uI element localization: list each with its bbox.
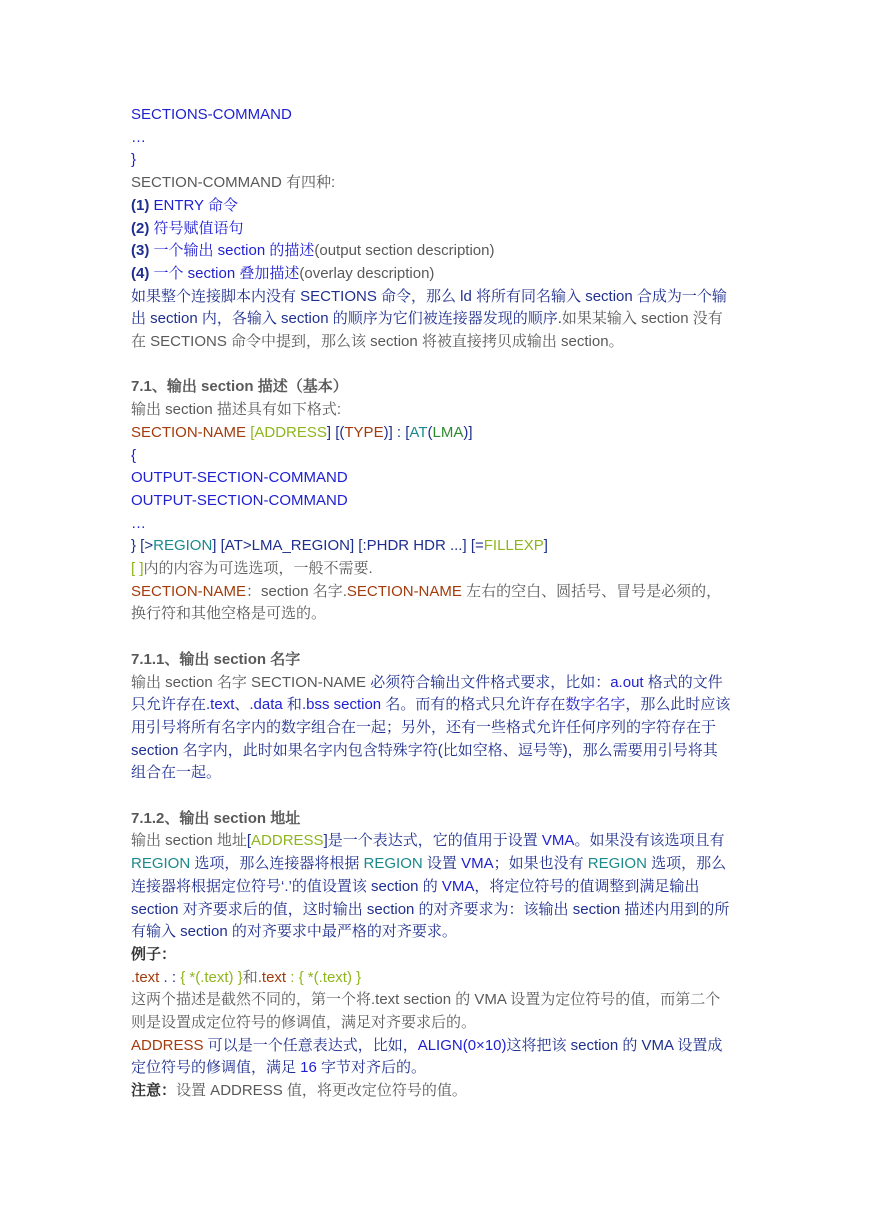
text-segment: } (131, 151, 137, 169)
text-line (131, 558, 739, 581)
text-line (131, 1035, 739, 1058)
text-line (131, 240, 739, 263)
text-segment: 出 section 内，各输入 section 的顺序为它们被连接器发现的顺序. (131, 310, 562, 328)
text-segment: 内的内容为可选选项，一般不需要. (143, 560, 373, 578)
text-segment: ENTRY 命令 (153, 196, 238, 214)
text-segment: 名。而有的格式只允许存在 (381, 696, 566, 714)
text-segment: VMA (461, 855, 494, 873)
text-segment: SECTIONS-COMMAND (131, 106, 292, 123)
text-segment: 只允许存在 (131, 696, 207, 714)
text-line (131, 603, 739, 626)
text-segment: 数字名字 (565, 696, 626, 714)
text-line (131, 490, 739, 513)
text-segment: 设置 ADDRESS 值，将更改定位符号的值。 (176, 1082, 467, 1100)
text-segment: AT (409, 423, 428, 441)
text-segment: [ (246, 832, 252, 850)
text-segment: ADDRESS (131, 1036, 204, 1054)
text-segment: … (131, 514, 146, 532)
text-line (131, 467, 739, 490)
text-line (131, 422, 739, 445)
text-segment: 选项，那么连接器将根据 (190, 855, 364, 873)
text-line (131, 581, 739, 604)
text-segment: 格式的文件 (643, 673, 723, 691)
text-segment: 符号赋值语句 (153, 219, 244, 237)
text-segment: [ (250, 423, 255, 441)
text-segment: (2) (131, 219, 154, 237)
text-line (131, 399, 739, 422)
text-segment: ALIGN(0×10) (417, 1036, 507, 1054)
blank-line (131, 785, 739, 808)
text-segment: 则是设置成定位符号的修调值，满足对齐要求后的。 (131, 1014, 477, 1032)
text-segment: FILLEXP (483, 537, 544, 555)
text-line (131, 717, 739, 740)
text-line (131, 876, 739, 899)
text-segment: 必须符合输出文件格式要求，比如： (370, 673, 611, 691)
text-segment: VMA (541, 832, 575, 850)
text-segment: 在 SECTIONS 命令中提到，那么该 section 将被直接拷贝成输出 section。 (131, 333, 624, 351)
text-segment: (1) (131, 196, 154, 214)
text-segment: )] (463, 423, 473, 441)
text-line (131, 989, 739, 1012)
text-line (131, 830, 739, 853)
text-segment: .data (249, 696, 283, 714)
text-segment: (3) (131, 242, 154, 260)
text-segment: 7.1.2、输出 section 地址 (131, 809, 301, 827)
text-line (131, 263, 739, 286)
text-segment: 可以是一个任意表达式，比如， (203, 1036, 418, 1054)
text-segment: 字节对齐后的。 (316, 1059, 427, 1077)
text-segment: 输出 section 地址 (131, 832, 247, 850)
text-segment: .text (131, 968, 160, 986)
text-line (131, 195, 739, 218)
text-segment: 有输入 section 的对齐要求中最严格的对齐要求。 (131, 923, 457, 941)
text-segment: . : (159, 968, 181, 986)
text-segment: } [> (131, 537, 154, 555)
text-line (131, 944, 739, 967)
text-segment: (4) (131, 264, 154, 282)
text-line (131, 286, 739, 309)
text-segment: … (131, 128, 146, 146)
text-segment: TYPE (344, 423, 384, 441)
text-segment: (overlay description) (299, 264, 435, 282)
text-line (131, 1012, 739, 1035)
text-line (131, 127, 739, 150)
text-segment: (output section description) (314, 242, 495, 260)
text-segment: SECTION-COMMAND 有四种: (131, 174, 336, 192)
text-line (131, 513, 739, 536)
text-line (131, 899, 739, 922)
text-segment: SECTION-NAME (346, 582, 462, 600)
document-body (131, 104, 739, 1103)
text-segment: 16 (300, 1059, 317, 1077)
blank-line (131, 626, 739, 649)
text-segment: 一个 section 叠加描述 (153, 264, 300, 282)
text-segment: ，那么此时应该 (625, 696, 731, 714)
text-line (131, 1057, 739, 1080)
text-segment: ADDRESS (251, 832, 324, 850)
text-segment: 注意： (131, 1082, 177, 1100)
text-segment: 输出 section 描述具有如下格式: (131, 401, 342, 419)
text-segment: 。如果没有该选项且有 (574, 832, 725, 850)
text-segment: 设置 (422, 855, 462, 873)
text-segment: REGION (587, 855, 647, 873)
text-segment: 这两个描述是截然不同的，第一个将.text section 的 VMA 设置为定位符号的值，而第二个 (131, 991, 721, 1009)
text-segment: )] : [ (383, 423, 410, 441)
text-segment: 例子： (131, 945, 177, 963)
text-segment: 7.1、输出 section 描述（基本） (131, 378, 348, 396)
text-line (131, 967, 739, 990)
text-segment: : { *(.text) } (286, 968, 362, 986)
text-line (131, 921, 739, 944)
text-segment: 连接器将根据定位符号‘.’的值设置该 section 的 (131, 877, 442, 895)
text-segment: ，将定位符号的值调整到满足输出 (474, 877, 700, 895)
text-segment: 用引号将所有名字内的数字组合在一起；另外，还有一些格式允许任何序列的字符存在于 (131, 718, 717, 736)
text-segment: ：section 名字. (246, 582, 347, 600)
text-segment: REGION (131, 855, 191, 873)
text-line (131, 308, 739, 331)
text-segment: .text (206, 696, 235, 714)
text-line (131, 149, 739, 172)
text-line (131, 172, 739, 195)
text-line (131, 694, 739, 717)
text-line (131, 808, 739, 831)
text-line (131, 1080, 739, 1103)
text-segment: REGION (153, 537, 213, 555)
text-line (131, 740, 739, 763)
text-segment: 如果整个连接脚本内没有 SECTIONS 命令，那么 ld 将所有同名输入 section 合成为一个输 (131, 287, 727, 305)
text-segment: 组合在一起。 (131, 764, 222, 782)
blank-line (131, 354, 739, 377)
text-line (131, 445, 739, 468)
text-segment: 和 (242, 968, 258, 986)
text-segment: ]是一个表达式，它的值用于设置 (323, 832, 542, 850)
text-segment: 这将把该 section 的 VMA 设置成 (506, 1036, 723, 1054)
text-line (131, 218, 739, 241)
text-segment: ( (427, 423, 433, 441)
text-segment: 7.1.1、输出 section 名字 (131, 650, 301, 668)
text-segment: .text (257, 968, 287, 986)
text-segment: ] [( (326, 423, 345, 441)
text-segment: OUTPUT-SECTION-COMMAND (131, 491, 348, 509)
text-segment: ADDRESS (254, 423, 327, 441)
text-segment: [ ] (131, 560, 144, 578)
text-segment: SECTION-NAME (131, 423, 251, 441)
text-segment: { *(.text) } (180, 968, 243, 986)
text-segment: REGION (363, 855, 423, 873)
text-segment: OUTPUT-SECTION-COMMAND (131, 469, 348, 487)
text-line (131, 762, 739, 785)
text-segment: { (131, 446, 137, 464)
text-line (131, 672, 739, 695)
text-line (131, 331, 739, 354)
text-segment: 定位符号的修调值，满足 (131, 1059, 301, 1077)
text-segment: ；如果也没有 (493, 855, 588, 873)
text-line (131, 104, 739, 127)
text-segment: 和 (282, 696, 302, 714)
text-line (131, 649, 739, 672)
text-segment: LMA (432, 423, 464, 441)
text-segment: section 对齐要求后的值，这时输出 section 的对齐要求为：该输出 section 描述内用到的所 (131, 900, 730, 918)
text-segment: SECTION-NAME (131, 582, 247, 600)
text-segment: 选项，那么 (646, 855, 727, 873)
text-segment: ] (543, 537, 548, 555)
text-line (131, 535, 739, 558)
text-segment: .bss section (301, 696, 382, 714)
text-segment: ] [AT>LMA_REGION] [:PHDR HDR ...] [= (212, 537, 484, 555)
text-segment: 、 (234, 696, 250, 714)
text-segment: 左右的空白、圆括号、冒号是必须的， (461, 582, 722, 600)
text-line (131, 376, 739, 399)
text-segment: a.out (610, 673, 644, 691)
text-segment: VMA (441, 877, 475, 895)
text-segment: 一个输出 section 的描述 (153, 242, 315, 260)
text-segment: 输出 section 名字 SECTION-NAME (131, 673, 371, 691)
text-segment: 如果某输入 section 没有 (561, 310, 723, 328)
text-line (131, 853, 739, 876)
text-segment: section 名字内，此时如果名字内包含特殊字符(比如空格、逗号等)，那么需要用引号将其 (131, 741, 718, 759)
text-segment: 换行符和其他空格是可选的。 (131, 605, 327, 623)
